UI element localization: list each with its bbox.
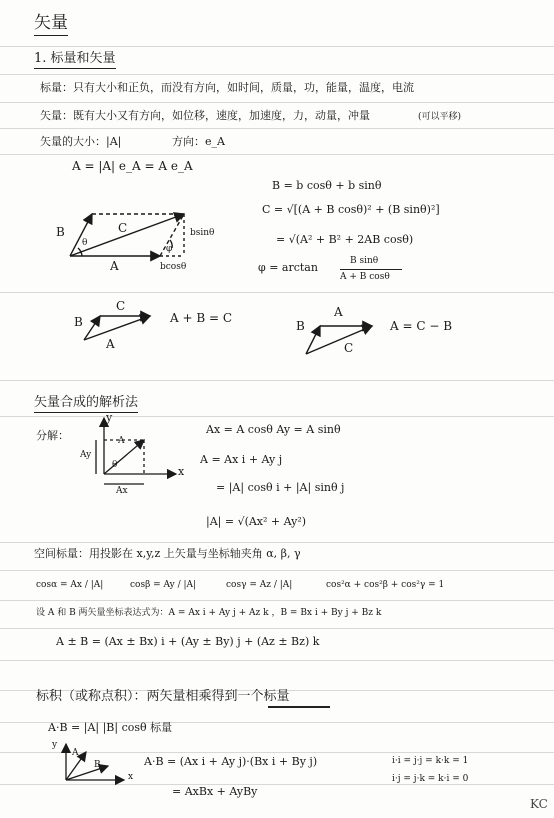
cos-alpha: cosα = Ax / |A| <box>36 580 104 590</box>
c-equation-simplified: = √(A² + B² + 2AB cosθ) <box>276 233 414 246</box>
fig-label-theta: θ <box>112 460 118 470</box>
page-title: 矢量 <box>34 14 68 36</box>
magnitude-label: 矢量的大小：|A| <box>40 135 122 148</box>
fig-label-bcos: bcosθ <box>160 262 187 272</box>
vector-definition: 矢量：既有大小又有方向，如位移，速度，加速度，力，动量，冲量 <box>40 109 370 122</box>
vector-components: A = Ax i + Ay j <box>200 453 283 466</box>
sum-equation: A + B = C <box>170 311 233 325</box>
unit-vector-orthogonality: i·j = j·k = k·i = 0 <box>392 774 469 784</box>
section-heading: 矢量合成的解析法 <box>34 396 138 413</box>
dot-expansion: A·B = (Ax i + Ay j)·(Bx i + By j) <box>144 755 318 768</box>
axis-label-x: x <box>178 465 185 478</box>
fig-label-vector-a: A <box>118 436 125 446</box>
phi-numerator: B sinθ <box>350 256 379 266</box>
sub-label-c: C <box>344 341 354 355</box>
dot-axis-y: y <box>52 740 58 750</box>
phi-denominator: A + B cosθ <box>340 272 390 282</box>
fig-label-ax: Ax <box>116 486 128 496</box>
c-equation: C = √[(A + B cosθ)² + (B sinθ)²] <box>262 203 440 216</box>
fig-label-theta: θ <box>82 238 88 248</box>
fig-label-c: C <box>118 221 128 235</box>
unit-vector-identity: i·i = j·j = k·k = 1 <box>392 756 469 766</box>
section-heading: 标积（或称点积）：两矢量相乘得到一个标量 <box>36 689 290 704</box>
corner-mark: KC <box>530 797 548 811</box>
fig-label-bsin: bsinθ <box>190 228 215 238</box>
dot-axis-x: x <box>128 772 134 782</box>
cos-gamma: cosγ = Az / |A| <box>226 580 293 590</box>
add-label-c: C <box>116 299 126 313</box>
difference-equation: A = C − B <box>390 319 453 333</box>
vector-magnitude: |A| = √(Ax² + Ay²) <box>206 515 307 528</box>
dot-result: = AxBx + AyBy <box>172 785 258 798</box>
space-line: 空间标量：用投影在 x,y,z 上矢量与坐标轴夹角 α, β, γ <box>34 547 301 560</box>
scalar-definition: 标量：只有大小和正负，而没有方向，如时间，质量，功，能量，温度，电流 <box>40 81 414 94</box>
cos-beta: cosβ = Ay / |A| <box>130 580 197 590</box>
fig-label-ay: Ay <box>80 450 92 460</box>
direction-label: 方向：e_A <box>172 135 225 148</box>
dot-definition: A·B = |A| |B| cosθ 标量 <box>48 721 173 734</box>
vector-note: (可以平移) <box>418 112 462 122</box>
coordinate-expressions: 设 A 和 B 两矢量坐标表达式为：A = Ax i + Ay j + Az k ，B = Bx i + By j + Bz k <box>36 608 382 618</box>
direction-cosine-identity: cos²α + cos²β + cos²γ = 1 <box>326 580 445 590</box>
a-formula: A = |A| e_A = A e_A <box>72 159 193 173</box>
component-equations: Ax = A cosθ Ay = A sinθ <box>206 423 341 436</box>
fig-label-b: B <box>56 225 65 239</box>
sub-label-a: A <box>334 305 343 319</box>
dot-label-a: A <box>72 748 79 758</box>
b-equation: B = b cosθ + b sinθ <box>272 179 382 192</box>
sum-difference-formula: A ± B = (Ax ± Bx) i + (Ay ± By) j + (Az ± Bz) k <box>56 635 320 648</box>
fig-label-a: A <box>110 259 119 273</box>
phi-equation: φ = arctan <box>258 261 318 274</box>
add-label-a: A <box>106 337 115 351</box>
fig-label-phi: φ <box>166 244 173 254</box>
add-label-b: B <box>74 315 83 329</box>
sub-label-b: B <box>296 319 305 333</box>
dot-label-b: B <box>94 760 101 770</box>
vector-components-expanded: = |A| cosθ i + |A| sinθ j <box>216 481 345 494</box>
decompose-label: 分解： <box>36 429 69 442</box>
section-heading: 1. 标量和矢量 <box>34 52 116 69</box>
axis-label-y: y <box>106 411 113 424</box>
